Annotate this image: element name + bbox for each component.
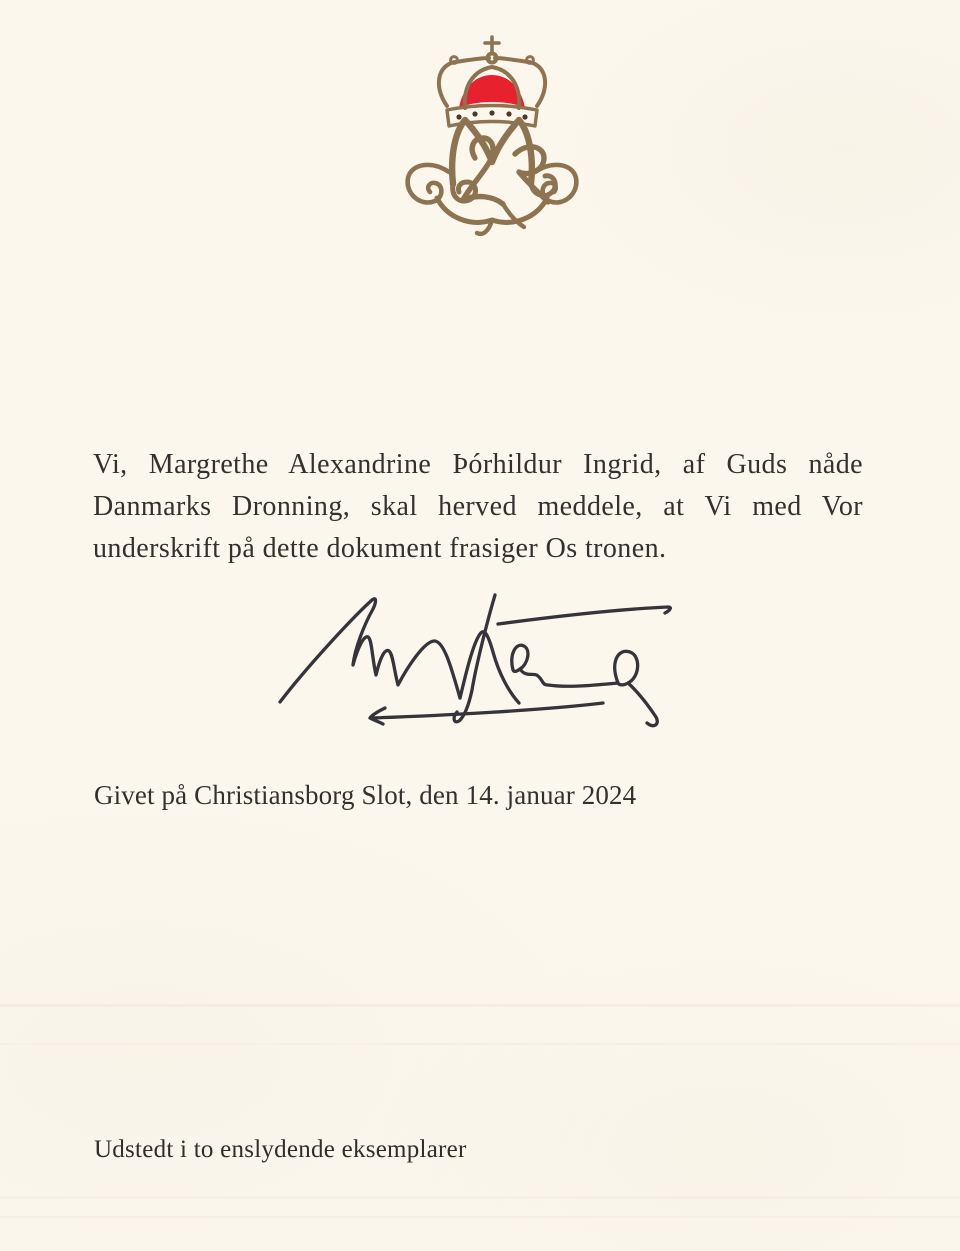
dateline: Givet på Christiansborg Slot, den 14. januar 2024 <box>94 780 637 810</box>
declaration-line-3: underskrift på dette dokument frasiger Os tronen. <box>93 533 667 564</box>
handwritten-signature-icon <box>266 590 696 740</box>
paper-streak <box>0 1196 960 1199</box>
paper-streak <box>0 1043 960 1045</box>
declaration-line-2: Danmarks Dronning, skal herved meddele, at Vi med Vor <box>93 491 863 522</box>
paper-streak <box>0 1216 960 1218</box>
declaration-line-1: Vi, Margrethe Alexandrine Þórhildur Ingrid, af Guds nåde <box>93 449 863 480</box>
footer-note: Udstedt i to enslydende eksemplarer <box>94 1136 467 1163</box>
royal-monogram-crown-icon <box>397 34 587 240</box>
declaration-paragraph <box>93 444 863 570</box>
paper-streak <box>0 1004 960 1007</box>
